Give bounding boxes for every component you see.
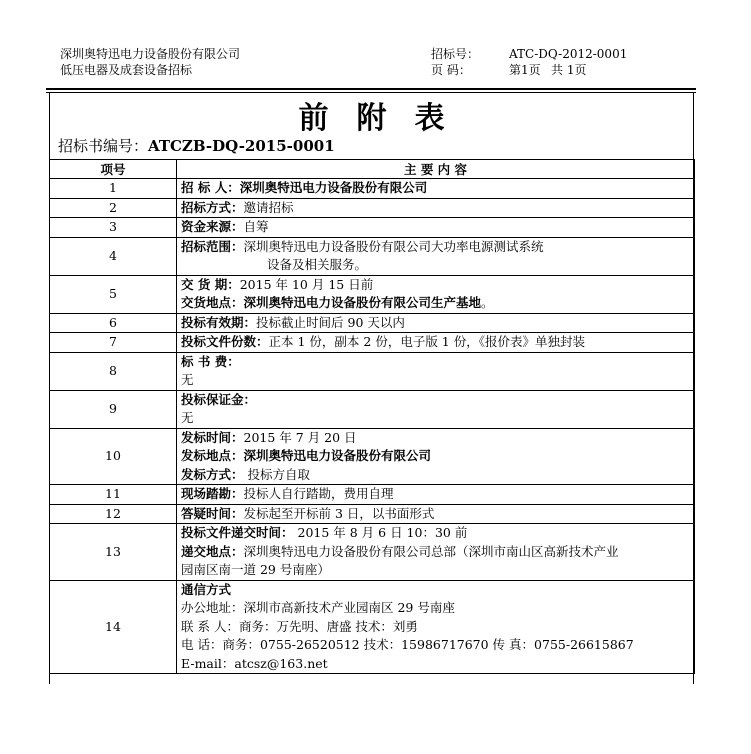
row-content	[177, 218, 695, 238]
row-number: 7	[50, 333, 177, 353]
table-row	[50, 580, 695, 674]
row-number: 12	[50, 504, 177, 524]
row-content	[177, 504, 695, 524]
table-row	[50, 179, 695, 199]
table-row	[50, 313, 695, 333]
row-number: 3	[50, 218, 177, 238]
field-label: 资金来源：	[181, 219, 244, 234]
field-value: 深圳奥特迅电力设备股份有限公司大功率电源测试系统	[243, 238, 544, 254]
table-header-row	[50, 160, 695, 179]
page-value: 第1页	[509, 63, 541, 77]
content-line	[181, 447, 694, 466]
row-number: 13	[50, 524, 177, 581]
content-line	[181, 599, 694, 618]
content-line	[181, 466, 694, 485]
row-content	[177, 428, 695, 485]
content-line	[181, 314, 694, 333]
table-row	[50, 428, 695, 485]
content-line	[181, 636, 694, 655]
field-label: 招标范围：	[181, 238, 244, 254]
field-value: 办公地址：深圳市高新技术产业园南区 29 号南座	[181, 600, 455, 615]
table-row	[50, 390, 695, 428]
content-line	[181, 294, 694, 313]
field-value: 邀请招标	[243, 199, 294, 215]
field-value: 2015 年 8 月 6 日 10：30 前	[293, 525, 468, 540]
field-label: 招标方式：	[181, 199, 244, 215]
tender-number-label: 招标书编号：	[58, 137, 149, 155]
tender-subject: 低压电器及成套设备招标	[60, 63, 193, 77]
table-row	[50, 237, 695, 275]
row-number: 5	[50, 275, 177, 313]
header-left	[60, 46, 240, 78]
row-content	[177, 313, 695, 333]
field-value: 投标截止时间后 90 天以内	[256, 314, 405, 330]
header-right	[431, 46, 627, 78]
row-content	[177, 390, 695, 428]
field-label: 投标文件份数：	[181, 334, 269, 349]
field-label: 投标保证金：	[181, 391, 257, 407]
field-label: 招 标 人：	[181, 180, 240, 195]
field-value: E-mail：atcsz@163.net	[181, 655, 328, 671]
field-label: 交货地点：	[181, 295, 244, 310]
content-line	[181, 199, 694, 218]
content-line	[181, 256, 694, 275]
row-number: 10	[50, 428, 177, 485]
field-value: 投标人自行踏勘，费用自理	[243, 486, 394, 501]
row-content	[177, 179, 695, 199]
field-label: 发标地点：	[181, 448, 244, 463]
content-line	[181, 276, 694, 295]
content-line	[181, 524, 694, 543]
row-content	[177, 275, 695, 313]
content-line	[181, 543, 694, 562]
table-row	[50, 352, 695, 390]
content-line	[181, 409, 694, 428]
field-value: 2015 年 7 月 20 日	[243, 429, 357, 445]
field-value: 深圳奥特迅电力设备股份有限公司生产基地	[243, 295, 482, 310]
content-line	[181, 505, 694, 524]
field-value: 深圳奥特迅电力设备股份有限公司总部（深圳市南山区高新技术产业	[243, 543, 619, 559]
row-number: 8	[50, 352, 177, 390]
content-line	[181, 371, 694, 390]
field-value: 深圳奥特迅电力设备股份有限公司	[239, 180, 428, 195]
tender-number	[58, 137, 335, 155]
tender-number-value: ATCZB-DQ-2015-0001	[148, 137, 335, 155]
row-content	[177, 198, 695, 218]
row-content	[177, 352, 695, 390]
field-value: 投标方自取	[243, 466, 310, 482]
header-rule-thick	[46, 88, 696, 90]
content-line	[181, 353, 694, 372]
field-value: 无	[181, 410, 194, 425]
page-total: 共 1页	[551, 63, 587, 77]
content-line	[181, 179, 694, 198]
table-row	[50, 524, 695, 581]
page-label: 页 码：	[431, 63, 471, 77]
table-row	[50, 504, 695, 524]
page-title: 前附表	[298, 101, 473, 136]
field-suffix: 。	[481, 295, 494, 310]
field-label: 通信方式	[181, 581, 232, 597]
col-header-no: 项号	[50, 160, 177, 179]
row-content	[177, 237, 695, 275]
content-line	[181, 618, 694, 637]
field-label: 发标方式：	[181, 466, 244, 482]
table-row	[50, 333, 695, 353]
field-value: 设备及相关服务。	[267, 257, 368, 272]
table-row	[50, 198, 695, 218]
tender-code-label: 招标号：	[431, 47, 480, 61]
content-line	[181, 655, 694, 674]
row-number: 11	[50, 485, 177, 505]
schedule-table	[49, 159, 695, 674]
field-value: 自筹	[243, 219, 269, 234]
field-label: 标 书 费：	[181, 353, 240, 369]
table-row	[50, 275, 695, 313]
field-value: 无	[181, 372, 194, 387]
tender-code-value: ATC-DQ-2012-0001	[509, 47, 628, 61]
content-line	[181, 391, 694, 410]
field-label: 递交地点：	[181, 543, 244, 559]
field-label: 投标有效期：	[181, 314, 257, 330]
field-label: 发标时间：	[181, 429, 244, 445]
row-number: 9	[50, 390, 177, 428]
field-label: 交 货 期：	[181, 276, 240, 292]
row-content	[177, 524, 695, 581]
row-content	[177, 485, 695, 505]
content-line	[181, 581, 694, 600]
field-value: 深圳奥特迅电力设备股份有限公司	[243, 448, 432, 463]
row-number: 14	[50, 580, 177, 674]
content-line	[181, 429, 694, 448]
content-line	[181, 218, 694, 237]
content-line	[181, 238, 694, 257]
field-value: 2015 年 10 月 15 日前	[239, 276, 374, 292]
field-label: 现场踏勘：	[181, 486, 244, 501]
content-line	[181, 333, 694, 352]
content-line	[181, 561, 694, 580]
row-number: 6	[50, 313, 177, 333]
table-row	[50, 485, 695, 505]
row-content	[177, 333, 695, 353]
field-value: 正本 1 份，副本 2 份，电子版 1 份，《报价表》单独封装	[268, 334, 585, 349]
row-number: 2	[50, 198, 177, 218]
field-value: 联 系 人：商务：万先明、唐盛 技术：刘勇	[181, 618, 418, 634]
field-label: 答疑时间：	[181, 505, 244, 521]
content-line	[181, 485, 694, 504]
row-number: 1	[50, 179, 177, 199]
row-content	[177, 580, 695, 674]
field-label: 投标文件递交时间：	[181, 525, 294, 540]
table-row	[50, 218, 695, 238]
field-value: 园南区南一道 29 号南座）	[181, 562, 330, 577]
field-value: 电 话：商务：0755-26520512 技术：15986717670 传 真：0755-26615867	[181, 637, 634, 652]
col-header-content: 主 要 内 容	[177, 160, 695, 179]
row-number: 4	[50, 237, 177, 275]
field-value: 发标起至开标前 3 日，以书面形式	[243, 505, 435, 521]
company-name: 深圳奥特迅电力设备股份有限公司	[60, 47, 241, 61]
